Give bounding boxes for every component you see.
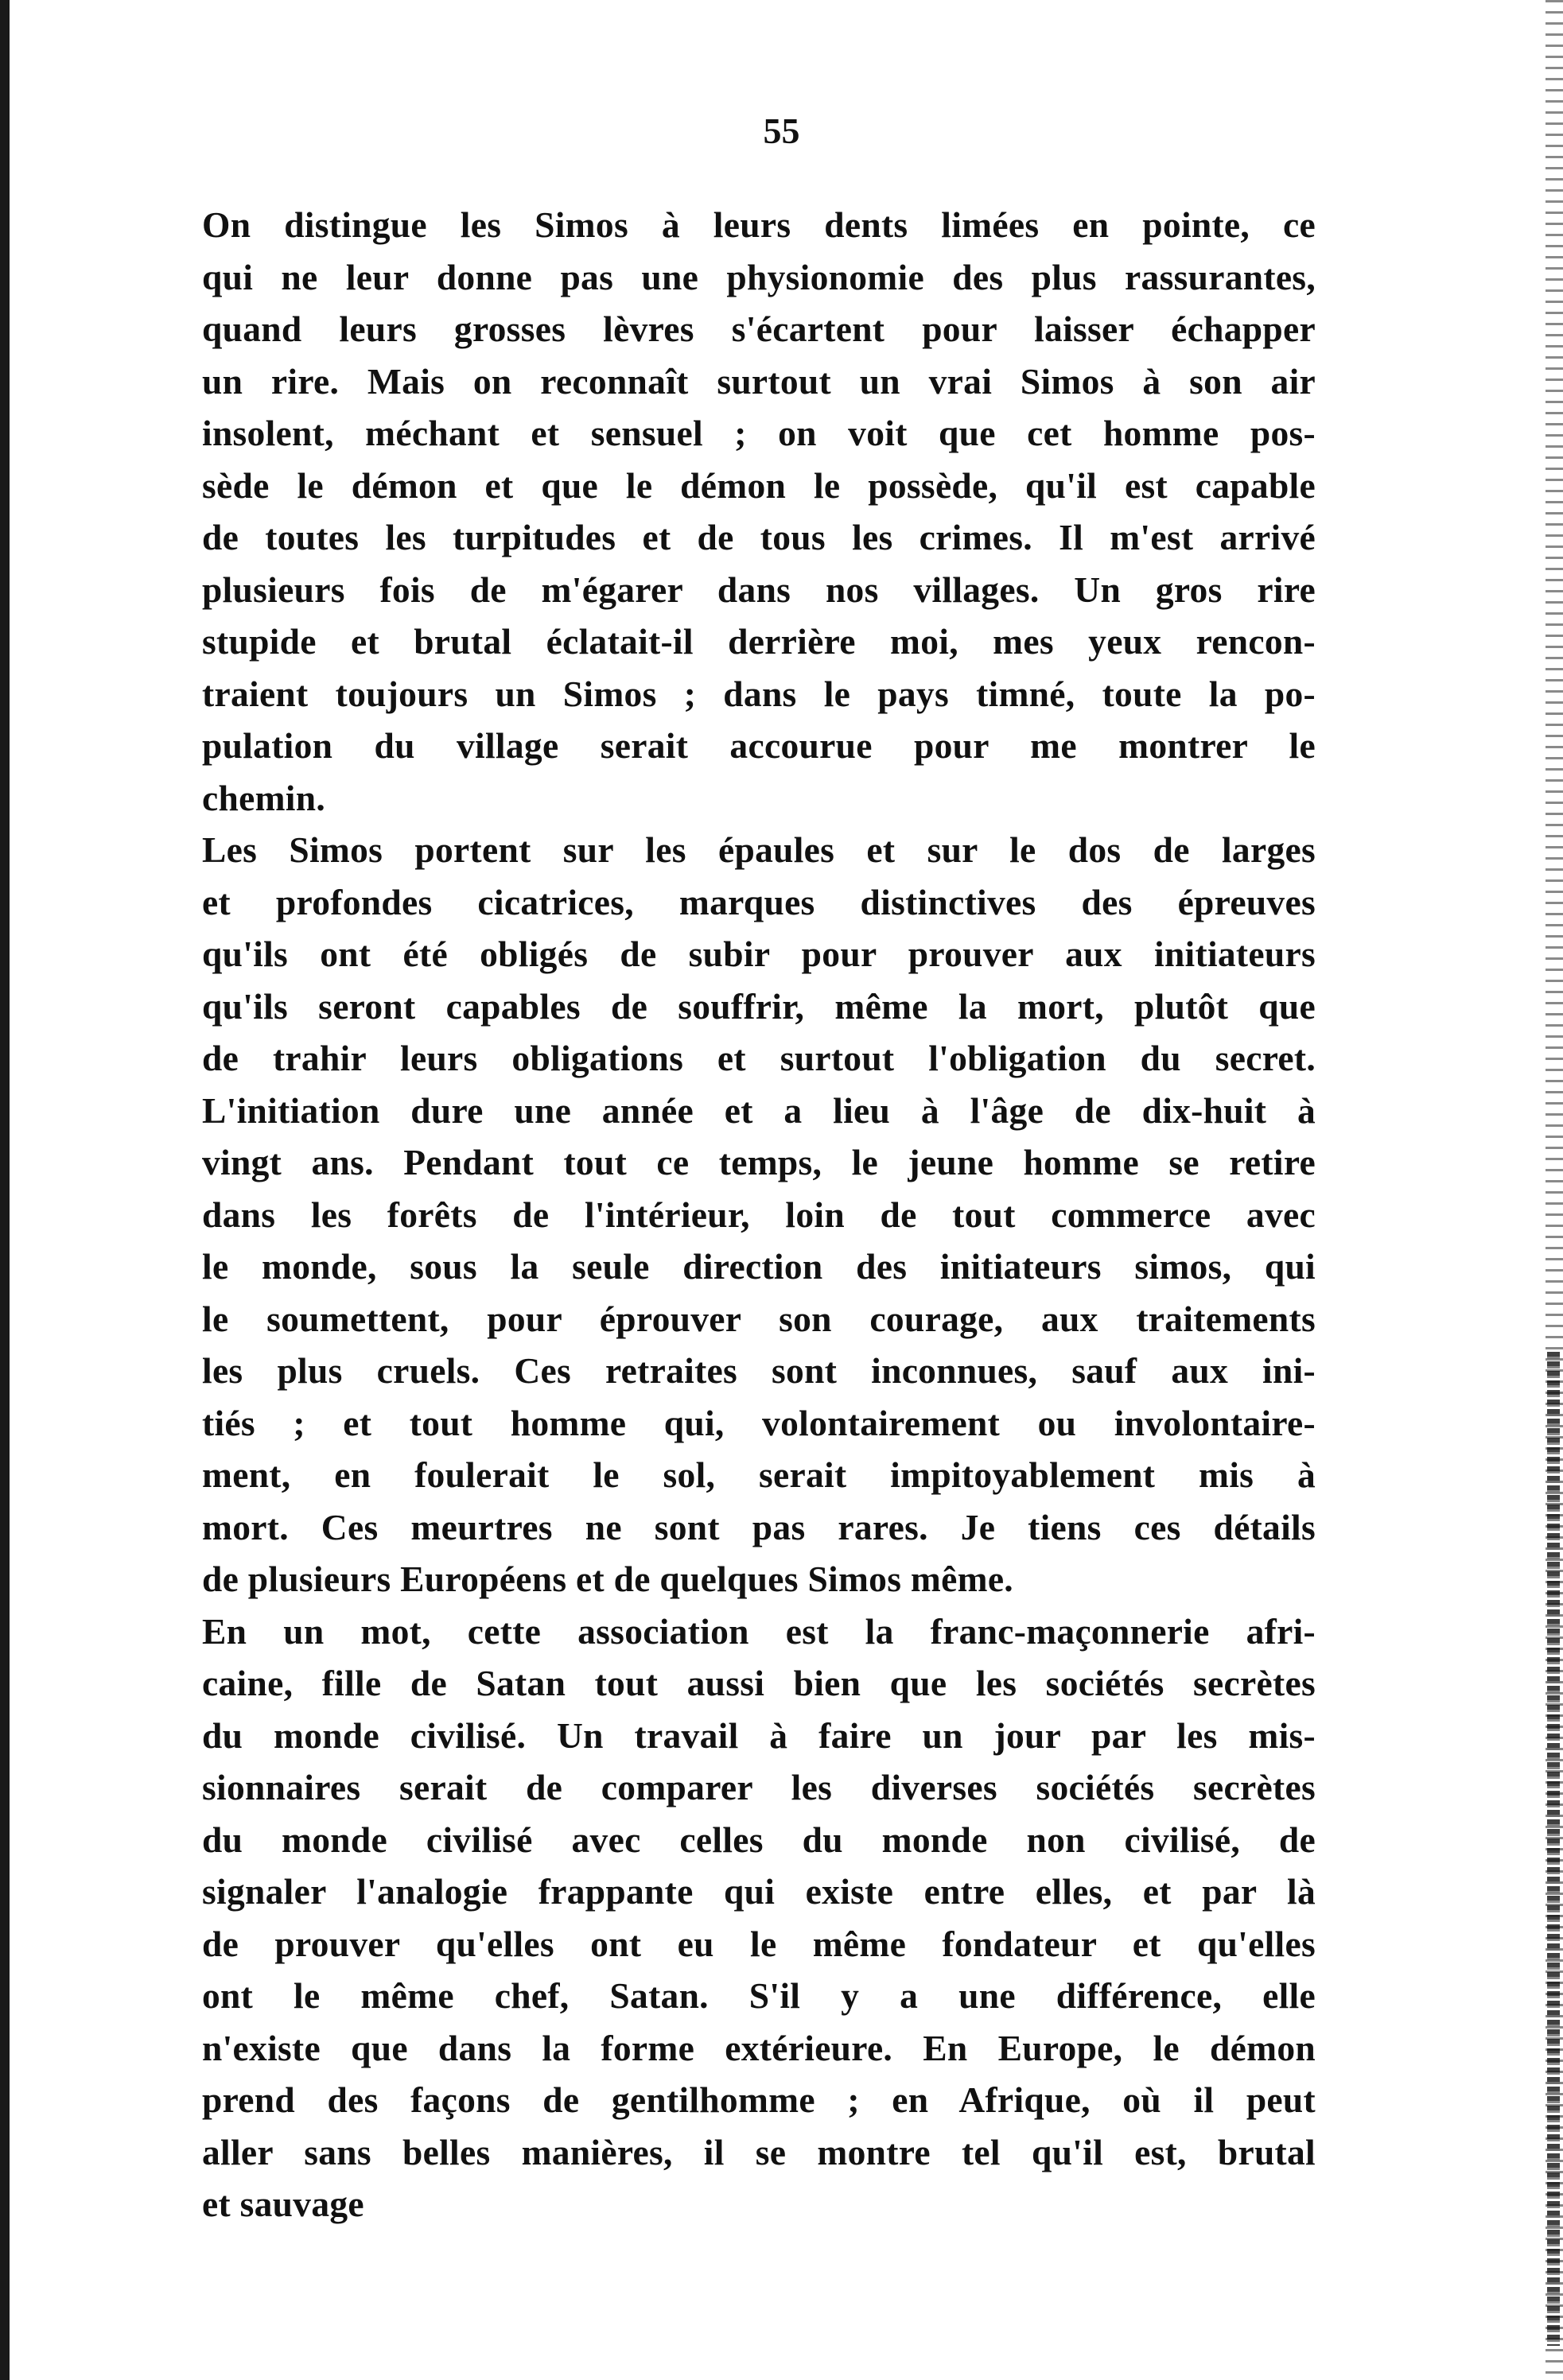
page-right-edge-shadow xyxy=(1547,1352,1560,2346)
text-line: traient toujours un Simos ; dans le pays timné, toute la po- xyxy=(202,673,1316,714)
text-line: de trahir leurs obligations et surtout l'obligation du secret. xyxy=(202,1038,1316,1078)
text-line: insolent, méchant et sensuel ; on voit que cet homme pos- xyxy=(202,413,1316,453)
text-line: quand leurs grosses lèvres s'écartent pour laisser échapper xyxy=(202,309,1316,349)
paragraph-3 xyxy=(202,1605,1316,2231)
text-line: ont le même chef, Satan. S'il y a une différence, elle xyxy=(202,1975,1316,2016)
text-line: L'initiation dure une année et a lieu à l'âge de dix-huit à xyxy=(202,1089,1316,1131)
text-line: du monde civilisé. Un travail à faire un jour par les mis- xyxy=(202,1714,1316,1756)
text-line: tiés ; et tout homme qui, volontairement ou involontaire- xyxy=(202,1402,1316,1443)
text-line: aller sans belles manières, il se montre tel qu'il est, brutal xyxy=(202,2131,1316,2172)
paragraph-2 xyxy=(202,824,1316,1605)
text-line: de prouver qu'elles ont eu le même fondateur et qu'elles xyxy=(202,1923,1316,1964)
text-line: caine, fille de Satan tout aussi bien que les sociétés secrètes xyxy=(202,1663,1316,1703)
text-line: mort. Ces meurtres ne sont pas rares. Je tiens ces détails xyxy=(202,1506,1316,1547)
text-line: qu'ils ont été obligés de subir pour prouver aux initiateurs xyxy=(202,934,1316,974)
page-number: 55 xyxy=(763,111,800,151)
text-line: chemin. xyxy=(202,777,326,818)
text-line: un rire. Mais on reconnaît surtout un vrai Simos à son air xyxy=(202,360,1316,402)
text-line: n'existe que dans la forme extérieure. En Europe, le démon xyxy=(202,2027,1316,2068)
text-line: stupide et brutal éclatait-il derrière moi, mes yeux rencon- xyxy=(202,621,1316,662)
text-line: prend des façons de gentilhomme ; en Afrique, où il peut xyxy=(202,2079,1316,2120)
text-line: le monde, sous la seule direction des initiateurs simos, qui xyxy=(202,1246,1316,1287)
text-line: de toutes les turpitudes et de tous les crimes. Il m'est arrivé xyxy=(202,517,1316,557)
text-line: Les Simos portent sur les épaules et sur le dos de larges xyxy=(202,829,1316,870)
text-line: qui ne leur donne pas une physionomie des plus rassurantes, xyxy=(202,256,1316,297)
text-line: sède le démon et que le démon le possède, qu'il est capable xyxy=(202,464,1316,506)
text-line: et sauvage xyxy=(202,2184,364,2224)
text-line: vingt ans. Pendant tout ce temps, le jeune homme se retire xyxy=(202,1142,1316,1182)
text-line: ment, en foulerait le sol, serait impitoyablement mis à xyxy=(202,1454,1316,1495)
text-line: les plus cruels. Ces retraites sont inconnues, sauf aux ini- xyxy=(202,1350,1316,1391)
text-line: du monde civilisé avec celles du monde non civilisé, de xyxy=(202,1819,1316,1860)
text-line: et profondes cicatrices, marques distinctives des épreuves xyxy=(202,881,1316,922)
body-text xyxy=(202,199,1316,2231)
page-left-border xyxy=(0,0,10,2380)
text-line: dans les forêts de l'intérieur, loin de tout commerce avec xyxy=(202,1194,1316,1235)
text-line: On distingue les Simos à leurs dents limées en pointe, ce xyxy=(202,204,1316,245)
text-line: pulation du village serait accourue pour me montrer le xyxy=(202,725,1316,766)
text-line: sionnaires serait de comparer les diverses sociétés secrètes xyxy=(202,1767,1316,1807)
text-line: signaler l'analogie frappante qui existe entre elles, et par là xyxy=(202,1871,1316,1912)
paragraph-1 xyxy=(202,199,1316,824)
text-line: En un mot, cette association est la franc-maçonnerie afri- xyxy=(202,1610,1316,1652)
text-line: plusieurs fois de m'égarer dans nos villages. Un gros rire xyxy=(202,569,1316,610)
text-line: qu'ils seront capables de souffrir, même la mort, plutôt que xyxy=(202,985,1316,1027)
text-line: de plusieurs Européens et de quelques Simos même. xyxy=(202,1559,1013,1599)
text-line: le soumettent, pour éprouver son courage, aux traitements xyxy=(202,1298,1316,1339)
